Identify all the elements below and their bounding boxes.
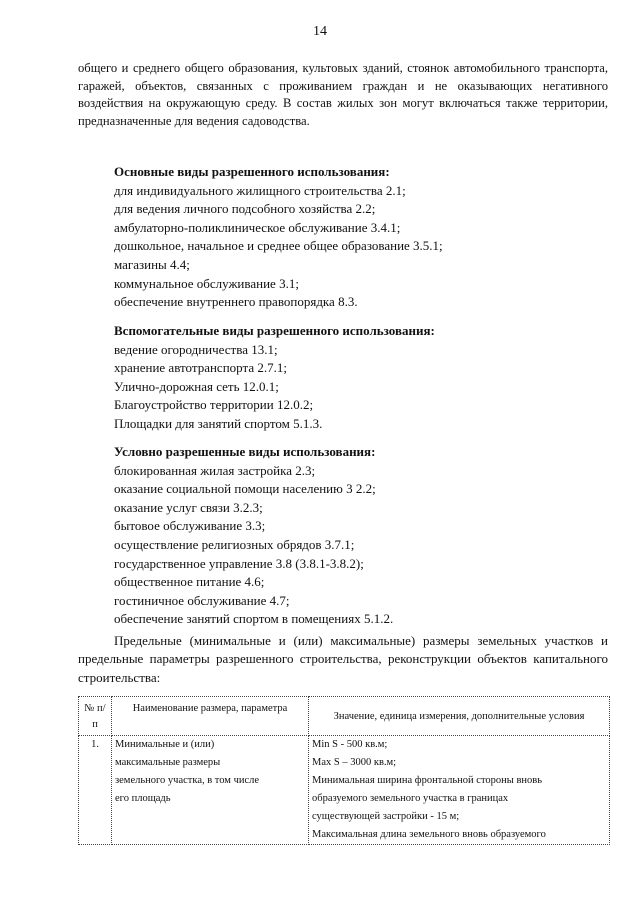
auxiliary-uses-list: [114, 341, 604, 434]
cell-line: земельного участка, в том числе: [115, 775, 260, 786]
list-item: для ведения личного подсобного хозяйства 2.2;: [114, 201, 376, 217]
list-item: обеспечение занятий спортом в помещениях 5.1.2.: [114, 611, 394, 627]
cell-line: образуемого земельного участка в границах: [312, 793, 509, 804]
list-item: бытовое обслуживание 3.3;: [114, 518, 266, 534]
cell-line: существующей застройки - 15 м;: [312, 811, 460, 822]
parameters-table: [78, 696, 610, 845]
list-item: обеспечение внутреннего правопорядка 8.3.: [114, 294, 358, 310]
list-item: блокированная жилая застройка 2.3;: [114, 462, 316, 478]
conditional-uses-heading: Условно разрешенные виды использования:: [114, 444, 376, 459]
list-item: коммунальное обслуживание 3.1;: [114, 275, 299, 291]
intro-paragraph: [78, 60, 608, 130]
list-item: общественное питание 4.6;: [114, 574, 265, 590]
auxiliary-uses-section: [114, 322, 604, 434]
page-number: 14: [313, 24, 327, 39]
conditional-uses-section: [114, 443, 604, 629]
cell-line: Max S – 3000 кв.м;: [312, 757, 397, 768]
list-item: хранение автотранспорта 2.7.1;: [114, 360, 287, 376]
auxiliary-uses-heading: Вспомогательные виды разрешенного использования:: [114, 323, 435, 338]
table-row: [79, 736, 610, 845]
list-item: ведение огородничества 13.1;: [114, 341, 278, 357]
list-item: Площадки для занятий спортом 5.1.3.: [114, 415, 323, 431]
conditional-uses-list: [114, 462, 604, 629]
main-uses-section: [114, 163, 604, 312]
list-item: Улично-дорожная сеть 12.0.1;: [114, 378, 279, 394]
table-header-row: [79, 697, 610, 736]
limits-paragraph: [78, 632, 608, 687]
cell-line: Минимальные и (или): [115, 739, 215, 750]
list-item: оказание услуг связи 3.2.3;: [114, 499, 263, 515]
list-item: магазины 4.4;: [114, 256, 190, 272]
cell-line: Min S - 500 кв.м;: [312, 739, 388, 750]
header-number: № п/п: [79, 697, 112, 736]
list-item: оказание социальной помощи населению 3 2.2;: [114, 481, 376, 497]
list-item: осуществление религиозных обрядов 3.7.1;: [114, 536, 355, 552]
cell-line: его площадь: [115, 793, 171, 804]
list-item: государственное управление 3.8 (3.8.1-3.8.2);: [114, 555, 364, 571]
list-item: для индивидуального жилищного строительства 2.1;: [114, 182, 406, 198]
limits-text: Предельные (минимальные и (или) максимальные) размеры земельных участков и предельные параметры разрешенного строительства, реконструкции объектов капитального строительства:: [78, 633, 608, 685]
cell-line: Минимальная ширина фронтальной стороны вновь: [312, 775, 543, 786]
header-parameter-name: Наименование размера, параметра: [112, 697, 309, 736]
list-item: дошкольное, начальное и среднее общее образование 3.5.1;: [114, 238, 443, 254]
row-parameter-name: [112, 736, 309, 845]
main-uses-list: [114, 182, 604, 312]
row-number: 1.: [79, 736, 112, 845]
list-item: Благоустройство территории 12.0.2;: [114, 397, 314, 413]
header-value: Значение, единица измерения, дополнительные условия: [309, 697, 610, 736]
row-value: [309, 736, 610, 845]
main-uses-heading: Основные виды разрешенного использования:: [114, 164, 390, 179]
intro-text: общего и среднего общего образования, культовых зданий, стоянок автомобильного транспорта, гаражей, объектов, связанных с проживанием граждан и не оказывающих негативного воздействия на окружающую среду. В состав жилых зон могут включаться также территории, предназначенные для ведения садоводства.: [78, 61, 608, 128]
list-item: гостиничное обслуживание 4.7;: [114, 592, 290, 608]
cell-line: Максимальная длина земельного вновь образуемого: [312, 829, 546, 840]
list-item: амбулаторно-поликлиническое обслуживание 3.4.1;: [114, 219, 401, 235]
cell-line: максимальные размеры: [115, 757, 221, 768]
